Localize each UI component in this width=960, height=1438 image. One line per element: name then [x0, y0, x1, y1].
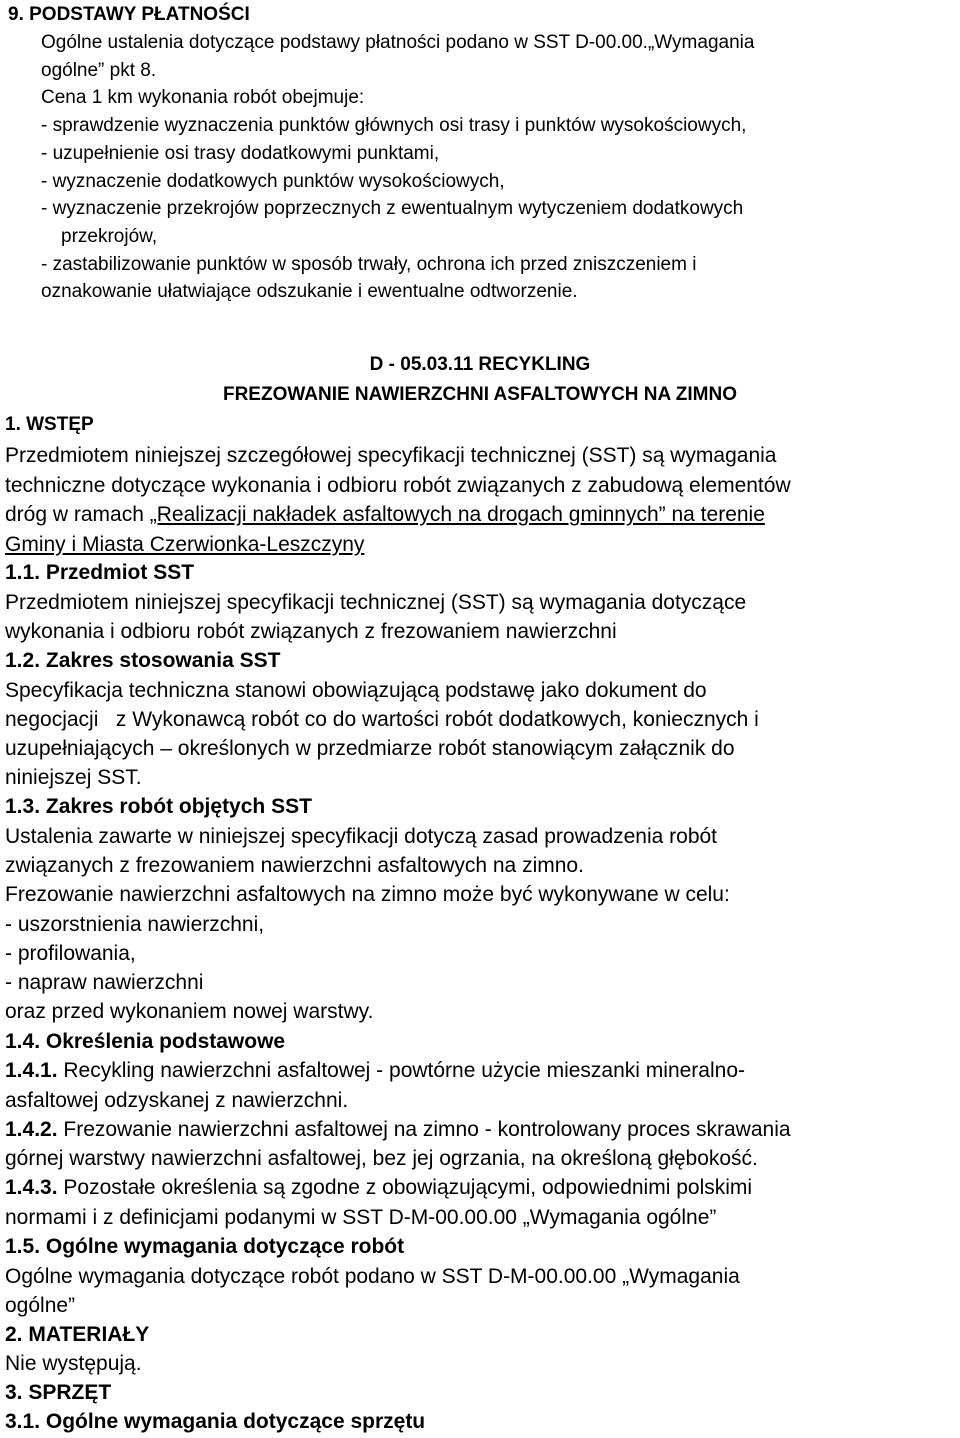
section-1-2-text: niniejszej SST. — [5, 766, 142, 789]
section-1-text: techniczne dotyczące wykonania i odbioru robót związanych z zabudową elementów — [5, 474, 791, 497]
definition-text: asfaltowej odzyskanej z nawierzchni. — [5, 1089, 349, 1112]
section-1-5-text: ogólne” — [5, 1294, 76, 1317]
section-1-3-text: Frezowanie nawierzchni asfaltowych na zimno może być wykonywane w celu: — [5, 883, 730, 906]
definition-1-4-3 — [5, 1177, 752, 1198]
section-1-3-heading: 1.3. Zakres robót objętych SST — [5, 795, 312, 818]
section-9-line: - sprawdzenie wyznaczenia punktów głównych osi trasy i punktów wysokościowych, — [41, 115, 747, 136]
section-1-3-text: Ustalenia zawarte w niniejszej specyfikacji dotyczą zasad prowadzenia robót — [5, 825, 718, 848]
section-9-line: oznakowanie ułatwiające odszukanie i ewentualne odtworzenie. — [41, 281, 578, 302]
section-1-heading: 1. WSTĘP — [5, 414, 94, 435]
municipality-name: Gminy i Miasta Czerwionka-Leszczyny — [5, 533, 365, 556]
section-1-text — [5, 504, 765, 525]
definition-number: 1.4.1. — [5, 1059, 58, 1082]
section-9-heading: 9. PODSTAWY PŁATNOŚCI — [8, 4, 250, 25]
list-item: - uszorstnienia nawierzchni, — [5, 913, 265, 936]
section-1-text — [5, 534, 364, 555]
section-9-line: ogólne” pkt 8. — [41, 60, 157, 81]
section-1-1-heading: 1.1. Przedmiot SST — [5, 561, 195, 584]
section-9-line: - wyznaczenie przekrojów poprzecznych z ewentualnym wytyczeniem dodatkowych — [41, 198, 744, 219]
section-3-1-heading: 3.1. Ogólne wymagania dotyczące sprzętu — [5, 1410, 426, 1433]
section-1-2-heading: 1.2. Zakres stosowania SST — [5, 649, 281, 672]
spec-title-name: FREZOWANIE NAWIERZCHNI ASFALTOWYCH NA ZIMNO — [222, 384, 738, 405]
definition-text: górnej warstwy nawierzchni asfaltowej, bez jej ogrzania, na określoną głębokość. — [5, 1147, 758, 1170]
project-name-link: „Realizacji nakładek asfaltowych na drogach gminnych” na terenie — [149, 503, 765, 526]
section-9-line: - wyznaczenie dodatkowych punktów wysokościowych, — [41, 171, 505, 192]
definition-number: 1.4.3. — [5, 1176, 58, 1199]
definition-1-4-1 — [5, 1060, 745, 1081]
section-9-line: Ogólne ustalenia dotyczące podstawy płatności podano w SST D-00.00.„Wymagania — [41, 32, 755, 53]
definition-1-4-2 — [5, 1119, 791, 1140]
section-1-3-text: oraz przed wykonaniem nowej warstwy. — [5, 1000, 374, 1023]
list-item: - napraw nawierzchni — [5, 971, 204, 994]
section-1-5-text: Ogólne wymagania dotyczące robót podano w SST D-M-00.00.00 „Wymagania — [5, 1265, 740, 1288]
section-1-1-text: Przedmiotem niniejszej specyfikacji technicznej (SST) są wymagania dotyczące — [5, 591, 747, 614]
definition-number: 1.4.2. — [5, 1118, 58, 1141]
section-9-line: Cena 1 km wykonania robót obejmuje: — [41, 87, 365, 108]
spec-title-code: D - 05.03.11 RECYKLING — [369, 354, 591, 375]
section-1-5-heading: 1.5. Ogólne wymagania dotyczące robót — [5, 1235, 405, 1258]
definition-text: normami i z definicjami podanymi w SST D-M-00.00.00 „Wymagania ogólne” — [5, 1206, 717, 1229]
section-1-2-text: Specyfikacja techniczna stanowi obowiązującą podstawę jako dokument do — [5, 679, 707, 702]
section-2-text: Nie występują. — [5, 1352, 142, 1375]
section-9-line: - uzupełnienie osi trasy dodatkowymi punktami, — [41, 143, 440, 164]
section-1-4-heading: 1.4. Określenia podstawowe — [5, 1030, 286, 1053]
list-item: - profilowania, — [5, 942, 136, 965]
section-1-1-text: wykonania i odbioru robót związanych z frezowaniem nawierzchni — [5, 620, 617, 643]
section-1-text: Przedmiotem niniejszej szczegółowej specyfikacji technicznej (SST) są wymagania — [5, 444, 777, 467]
section-2-heading: 2. MATERIAŁY — [5, 1323, 150, 1346]
section-1-2-text: negocjacji z Wykonawcą robót co do wartości robót dodatkowych, koniecznych i — [5, 708, 759, 731]
definition-text: Pozostałe określenia są zgodne z obowiązującymi, odpowiednimi polskimi — [57, 1176, 753, 1199]
section-9-line: przekrojów, — [61, 226, 158, 247]
section-1-2-text: uzupełniających – określonych w przedmiarze robót stanowiącym załącznik do — [5, 737, 735, 760]
definition-text: Frezowanie nawierzchni asfaltowej na zimno - kontrolowany proces skrawania — [57, 1118, 791, 1141]
section-1-text-prefix: dróg w ramach — [5, 503, 150, 526]
section-1-3-text: związanych z frezowaniem nawierzchni asfaltowych na zimno. — [5, 854, 584, 877]
section-3-heading: 3. SPRZĘT — [5, 1381, 112, 1404]
section-9-line: - zastabilizowanie punktów w sposób trwały, ochrona ich przed zniszczeniem i — [41, 254, 697, 275]
definition-text: Recykling nawierzchni asfaltowej - powtórne użycie mieszanki mineralno- — [57, 1059, 745, 1082]
